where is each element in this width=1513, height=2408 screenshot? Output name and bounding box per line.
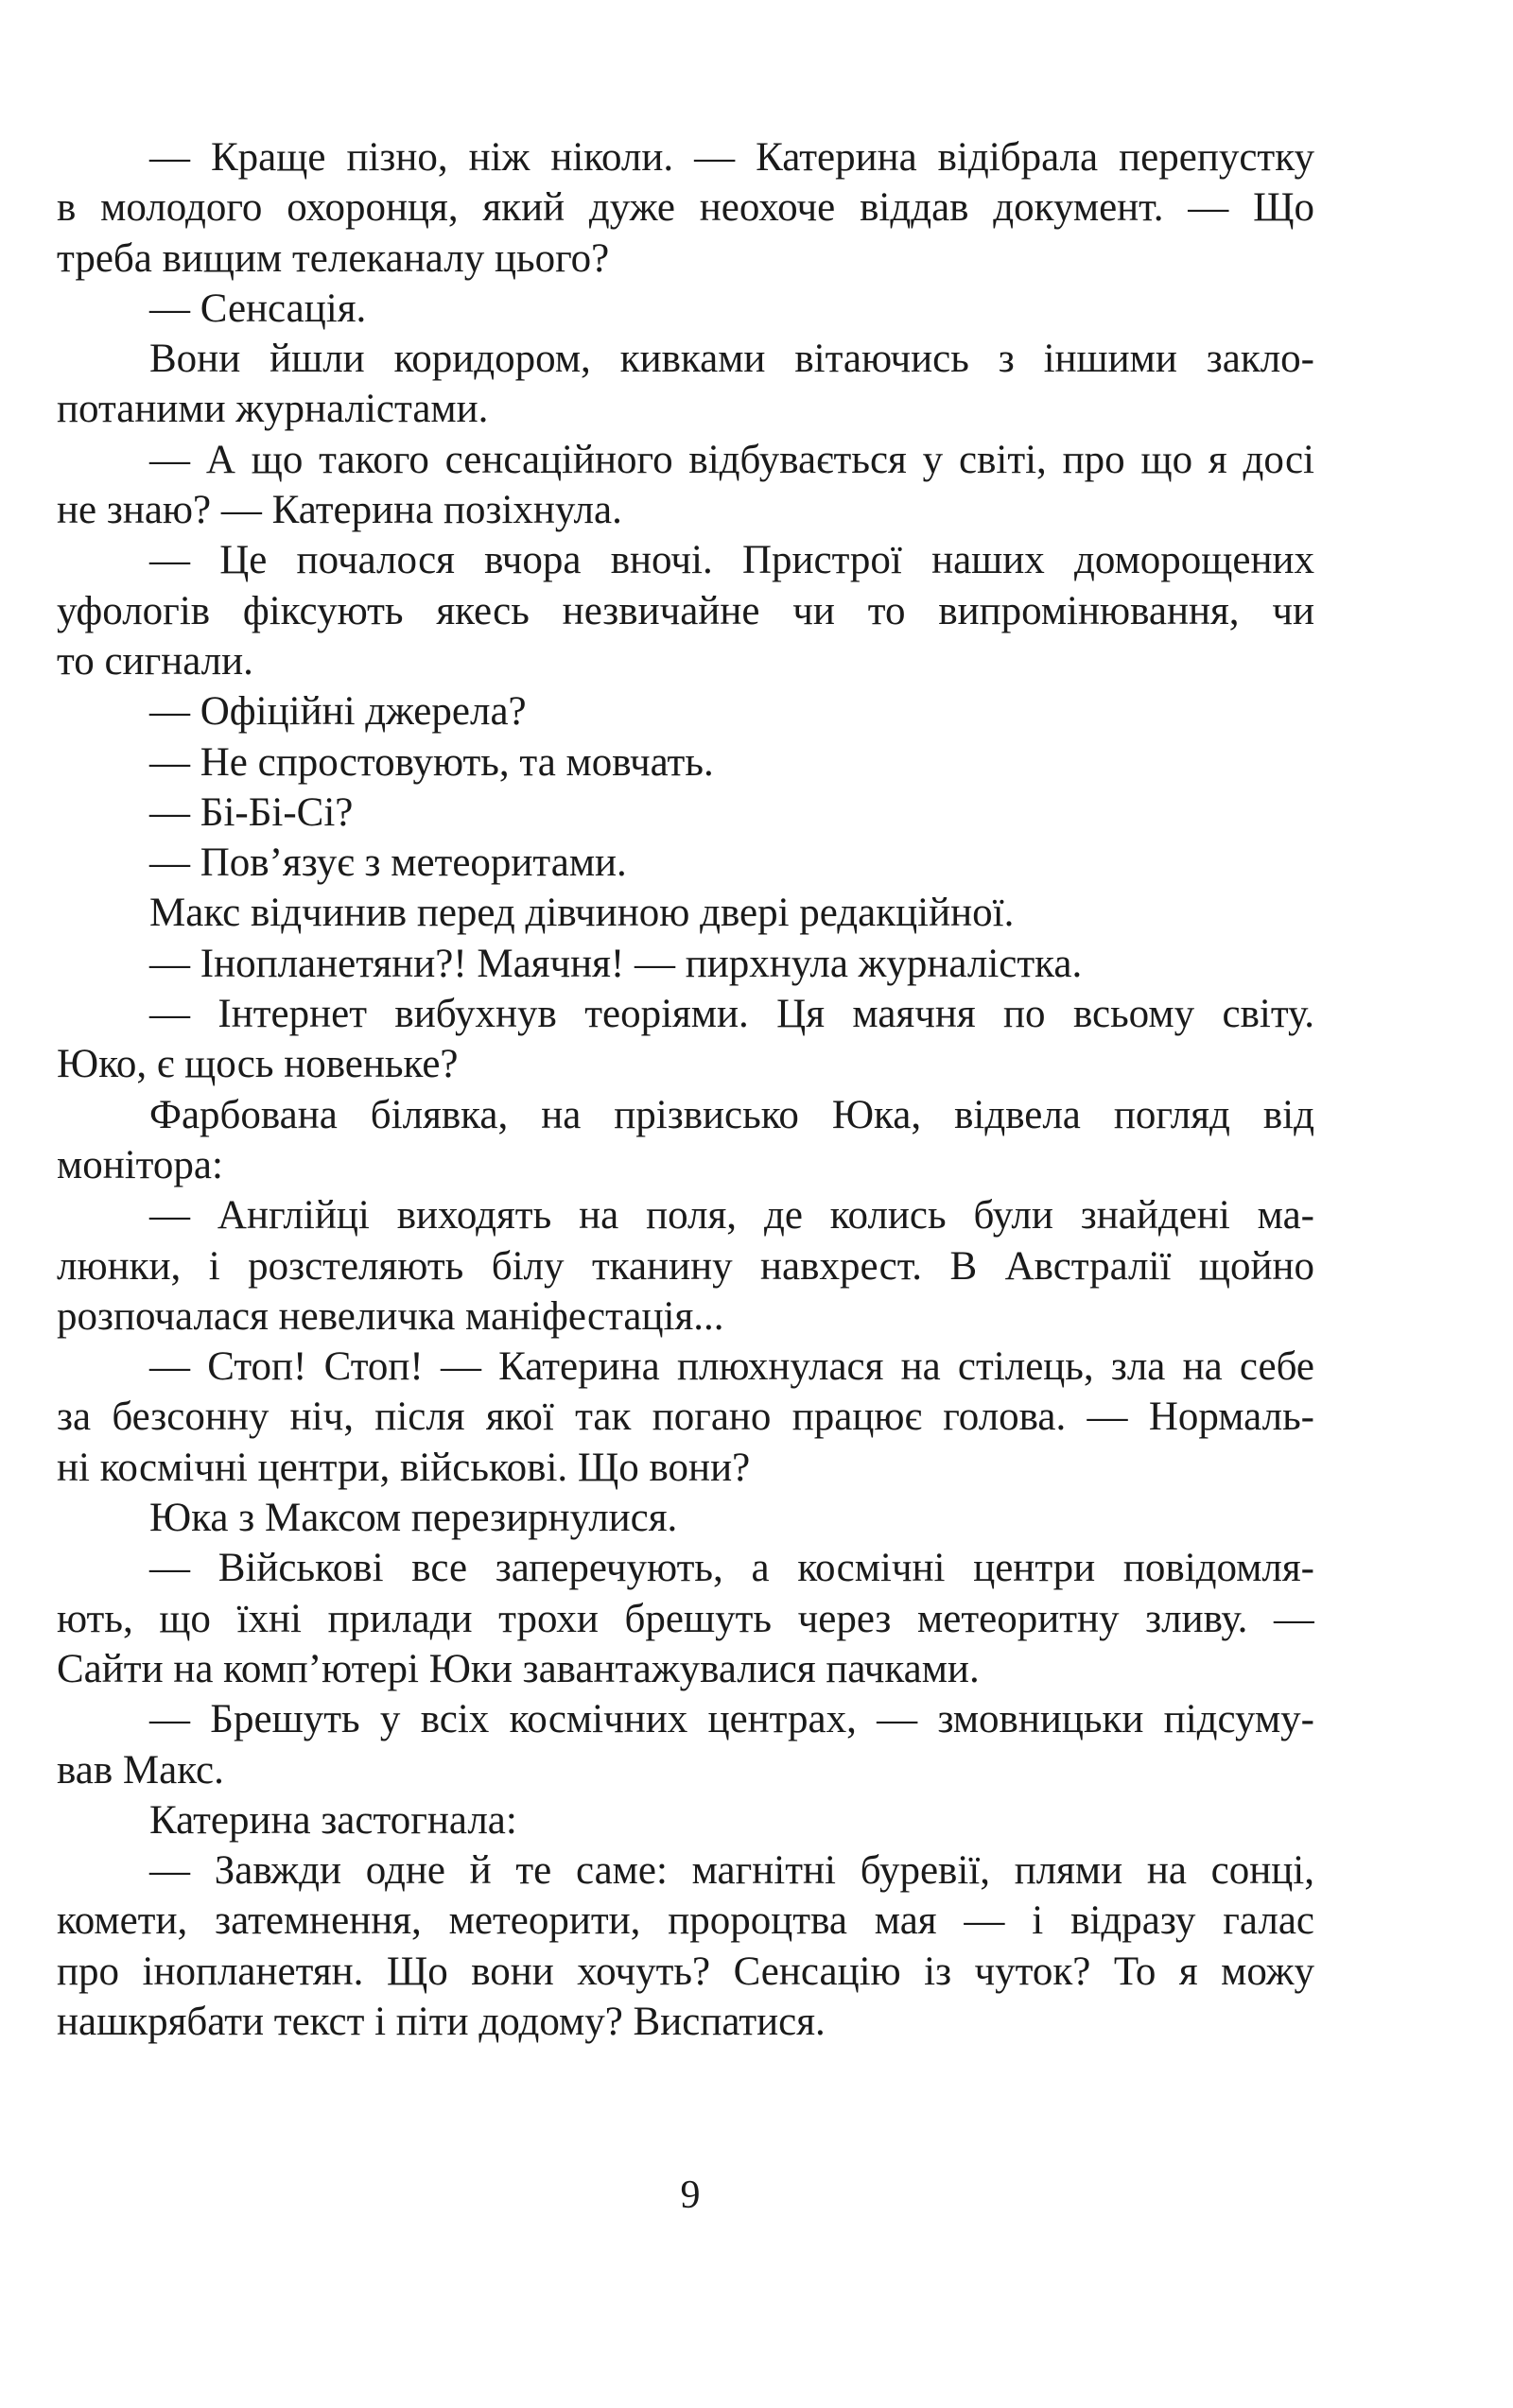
text-line: — Англійці виходять на поля, де колись були знайдені ма- (149, 1193, 1314, 1239)
text-line: — Інтернет вибухнув теоріями. Ця маячня по всьому світу. (149, 992, 1314, 1037)
body-text (57, 132, 1314, 2047)
text-line: — Офіційні джерела? (149, 689, 527, 735)
text-line: вав Макс. (57, 1747, 224, 1793)
text-line: про інопланетян. Що вони хочуть? Сенсацію із чуток? То я можу (57, 1949, 1314, 1994)
text-line: Юка з Максом перезирнулися. (149, 1496, 678, 1541)
text-line: — Військові все заперечують, а космічні центри повідомля- (149, 1546, 1314, 1591)
text-line: то сигнали. (57, 638, 253, 684)
text-line: в молодого охоронця, який дуже неохоче віддав документ. — Що (57, 185, 1314, 231)
text-line: люнки, і розстеляють білу тканину навхрест. В Австралії щойно (57, 1243, 1314, 1289)
text-line: — Сенсація. (149, 286, 367, 331)
text-line: ють, що їхні прилади трохи брешуть через метеоритну зливу. — (57, 1596, 1314, 1641)
text-line: Макс відчинив перед дівчиною двері редакційної. (149, 891, 1015, 936)
text-line: — Інопланетяни?! Маячня! — пирхнула журналістка. (149, 941, 1083, 986)
text-line: Вони йшли коридором, кивками вітаючись з іншими закло- (149, 337, 1314, 382)
text-line: — А що такого сенсаційного відбувається у світі, про що я досі (149, 437, 1314, 482)
text-line: — Стоп! Стоп! — Катерина плюхнулася на стілець, зла на себе (149, 1344, 1314, 1390)
text-line: потаними журналістами. (57, 387, 489, 432)
text-line: ні космічні центри, військові. Що вони? (57, 1445, 751, 1490)
text-line: — Бі-Бі-Сі? (149, 789, 354, 835)
text-line: комети, затемнення, метеорити, пророцтва мая — і відразу галас (57, 1898, 1314, 1944)
text-line: не знаю? — Катерина позіхнула. (57, 488, 622, 533)
text-line: Юко, є щось новеньке? (57, 1042, 459, 1087)
text-line: — Пов’язує з метеоритами. (149, 840, 627, 886)
text-line: монітора: (57, 1142, 223, 1187)
text-line: Сайти на комп’ютері Юки завантажувалися пачками. (57, 1646, 980, 1691)
text-line: нашкрябати текст і піти додому? Виспатися. (57, 1999, 826, 2044)
text-line: — Брешуть у всіх космічних центрах, — змовницьки підсуму- (149, 1697, 1314, 1742)
text-line: розпочалася невеличка маніфестація... (57, 1293, 724, 1339)
text-line: — Краще пізно, ніж ніколи. — Катерина відібрала перепустку (149, 135, 1314, 180)
text-line: треба вищим телеканалу цього? (57, 235, 610, 281)
text-line: за безсонну ніч, після якої так погано працює голова. — Нормаль- (57, 1395, 1314, 1440)
text-line: Катерина застогнала: (149, 1797, 517, 1843)
text-line: — Завжди одне й те саме: магнітні буревії, плями на сонці, (149, 1848, 1314, 1894)
text-line: — Не спростовують, та мовчать. (149, 739, 714, 785)
text-line: Фарбована білявка, на прізвисько Юка, відвела погляд від (149, 1092, 1314, 1137)
text-line: — Це почалося вчора вночі. Пристрої наших доморощених (149, 538, 1314, 583)
text-line: уфологів фіксують якесь незвичайне чи то випромінювання, чи (57, 588, 1314, 633)
page-number: 9 (680, 2174, 701, 2217)
